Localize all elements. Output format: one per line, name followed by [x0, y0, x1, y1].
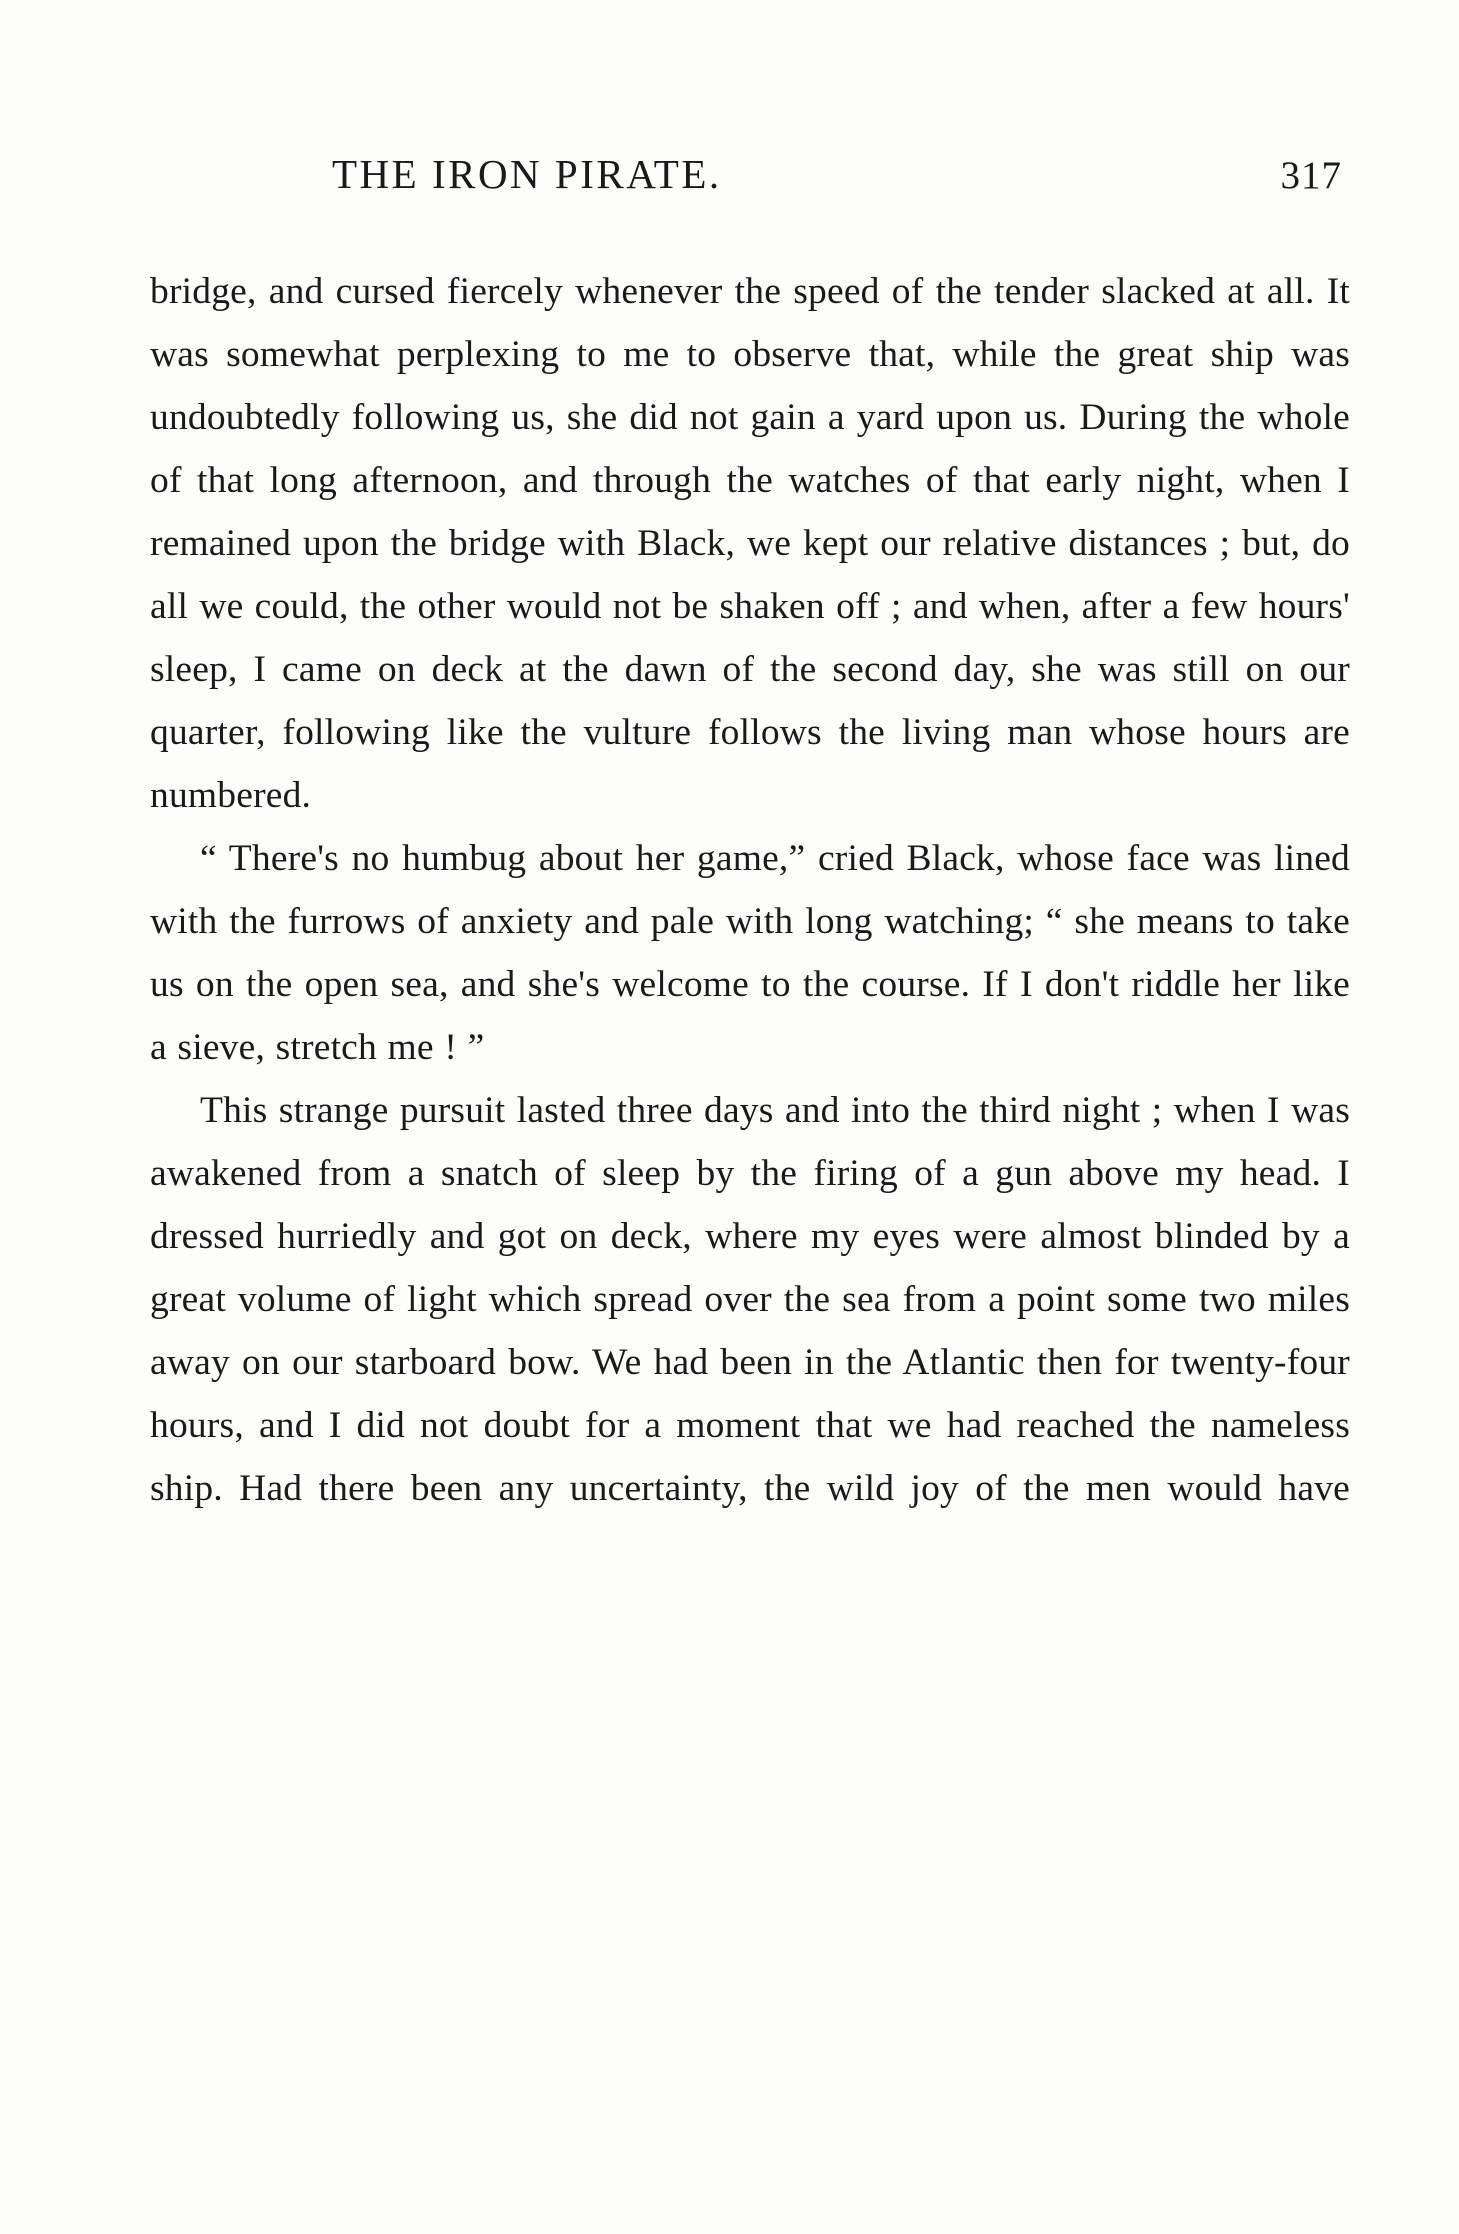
- paragraph: bridge, and cursed fiercely whenever the speed of the tender slacked at all. It was somewhat perplexing to me to observe that, while the great ship was undoubtedly following us, she did not gain a yard upon us. During the whole of that long afternoon, and through the watches of that early night, when I remained upon the bridge with Black, we kept our relative distances ; but, do all we could, the other would not be shaken off ; and when, after a few hours' sleep, I came on deck at the dawn of the second day, she was still on our quarter, following like the vulture follows the living man whose hours are numbered.: [150, 271, 1350, 816]
- page-number: 317: [1280, 154, 1342, 197]
- running-title: THE IRON PIRATE.: [332, 151, 722, 197]
- running-head: [150, 150, 1350, 202]
- paragraph: “ There's no humbug about her game,” cried Black, whose face was lined with the furrows of anxiety and pale with long watching; “ she means to take us on the open sea, and she's welcome to the course. If I don't riddle her like a sieve, stretch me ! ”: [150, 838, 1350, 1068]
- paragraph: This strange pursuit lasted three days and into the third night ; when I was awakened from a snatch of sleep by the firing of a gun above my head. I dressed hurriedly and got on deck, where my eyes were almost blinded by a great volume of light which spread over the sea from a point some two miles away on our starboard bow. We had been in the Atlantic then for twenty-four hours, and I did not doubt for a moment that we had reached the nameless ship. Had there been any uncertainty, the wild joy of the men would have: [150, 1090, 1350, 1509]
- body-text: [150, 260, 1350, 1520]
- page-content: [150, 150, 1350, 1520]
